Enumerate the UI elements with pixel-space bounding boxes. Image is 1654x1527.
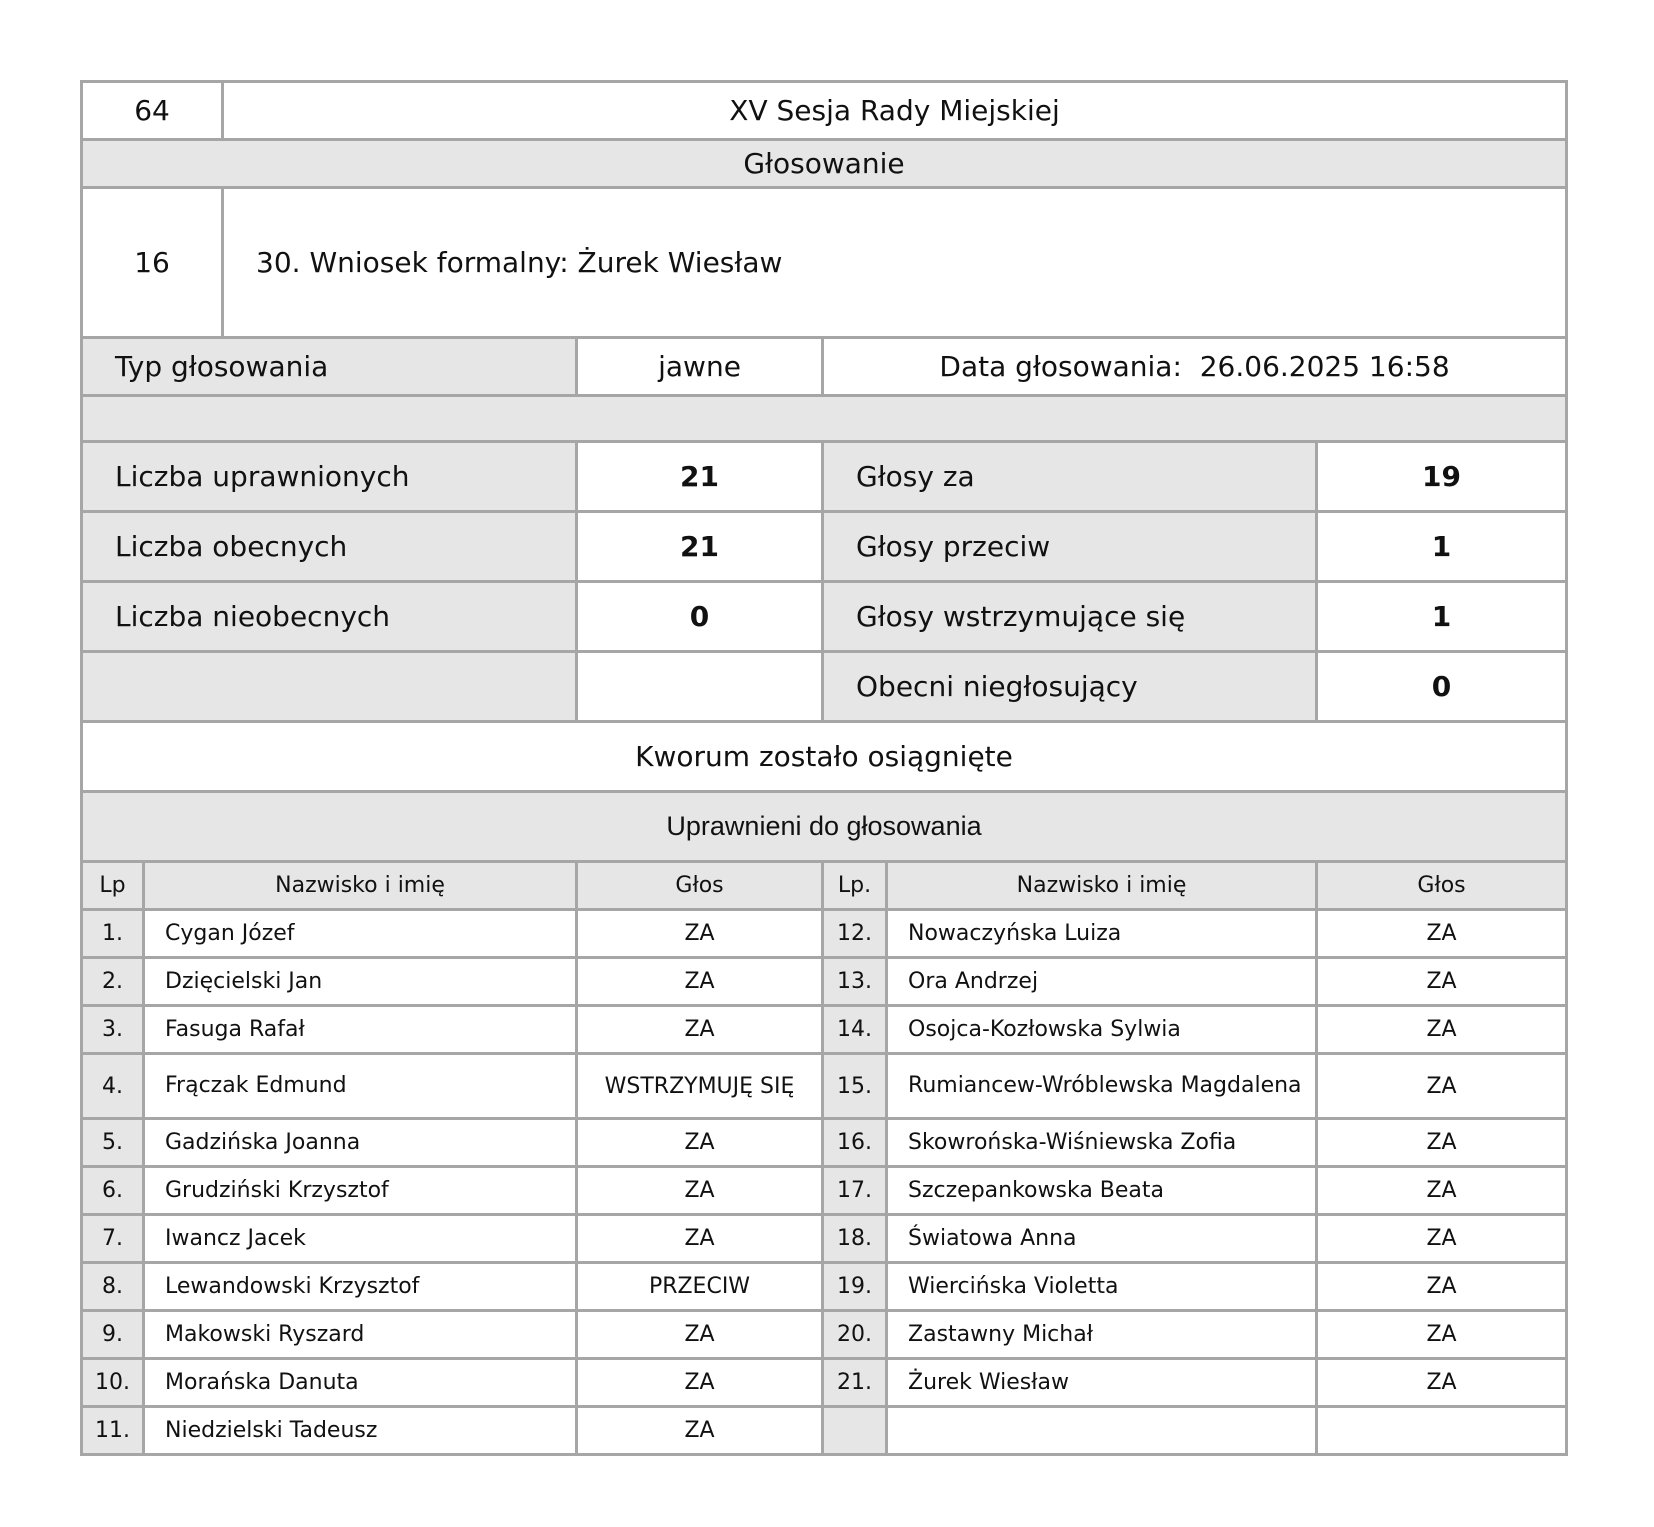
spacer-row	[82, 396, 1567, 442]
voter-name: Światowa Anna	[887, 1215, 1317, 1263]
voter-name: Makowski Ryszard	[144, 1311, 577, 1359]
vote-type-label: Typ głosowania	[82, 338, 577, 396]
vote-date	[823, 338, 1567, 396]
voter-lp: 10.	[82, 1359, 144, 1407]
voter-lp: 12.	[823, 910, 887, 958]
column-header-name: Nazwisko i imię	[887, 862, 1317, 910]
section-title-row	[82, 140, 1567, 188]
vote-info-row	[82, 338, 1567, 396]
summary-label: Liczba nieobecnych	[82, 582, 577, 652]
voter-vote: ZA	[1317, 1119, 1567, 1167]
summary-row	[82, 512, 1567, 582]
summary-empty-value	[577, 652, 823, 722]
voter-name: Skowrońska-Wiśniewska Zofia	[887, 1119, 1317, 1167]
voter-row	[82, 1359, 1567, 1407]
vote-date-label: Data głosowania:	[939, 350, 1182, 383]
voter-name: Osojca-Kozłowska Sylwia	[887, 1006, 1317, 1054]
voter-name: Ora Andrzej	[887, 958, 1317, 1006]
summary-row	[82, 582, 1567, 652]
voter-vote: ZA	[577, 910, 823, 958]
section-title: Głosowanie	[82, 140, 1567, 188]
session-row	[82, 82, 1567, 140]
voter-lp: 5.	[82, 1119, 144, 1167]
voter-vote: WSTRZYMUJĘ SIĘ	[577, 1054, 823, 1119]
voter-vote: PRZECIW	[577, 1263, 823, 1311]
voter-row	[82, 1215, 1567, 1263]
voter-row	[82, 1311, 1567, 1359]
voter-vote: ZA	[1317, 1311, 1567, 1359]
voter-vote: ZA	[577, 1359, 823, 1407]
voter-vote: ZA	[577, 1311, 823, 1359]
voter-lp: 17.	[823, 1167, 887, 1215]
quorum-status: Kworum zostało osiągnięte	[82, 722, 1567, 792]
summary-value: 1	[1317, 512, 1567, 582]
voter-name: Dzięcielski Jan	[144, 958, 577, 1006]
voter-lp: 19.	[823, 1263, 887, 1311]
voter-name: Fasuga Rafał	[144, 1006, 577, 1054]
summary-value: 0	[577, 582, 823, 652]
summary-value: 21	[577, 442, 823, 512]
voter-vote: ZA	[577, 1006, 823, 1054]
voter-row	[82, 1263, 1567, 1311]
voter-name	[887, 1407, 1317, 1455]
voter-lp: 8.	[82, 1263, 144, 1311]
voter-vote: ZA	[577, 1119, 823, 1167]
voter-vote: ZA	[577, 1167, 823, 1215]
voter-lp: 14.	[823, 1006, 887, 1054]
voter-row	[82, 1119, 1567, 1167]
column-header-name: Nazwisko i imię	[144, 862, 577, 910]
voter-row	[82, 1407, 1567, 1455]
voter-vote: ZA	[1317, 1054, 1567, 1119]
voters-header-row	[82, 862, 1567, 910]
vote-date-value: 26.06.2025 16:58	[1199, 350, 1450, 383]
voter-name: Iwancz Jacek	[144, 1215, 577, 1263]
summary-label: Liczba uprawnionych	[82, 442, 577, 512]
summary-empty-label	[82, 652, 577, 722]
voter-vote: ZA	[1317, 1263, 1567, 1311]
summary-row	[82, 652, 1567, 722]
voter-name: Morańska Danuta	[144, 1359, 577, 1407]
voter-lp: 16.	[823, 1119, 887, 1167]
voter-lp: 18.	[823, 1215, 887, 1263]
summary-row	[82, 442, 1567, 512]
voter-lp: 4.	[82, 1054, 144, 1119]
voter-lp: 9.	[82, 1311, 144, 1359]
summary-label: Głosy za	[823, 442, 1317, 512]
voter-name: Nowaczyńska Luiza	[887, 910, 1317, 958]
summary-label: Obecni niegłosujący	[823, 652, 1317, 722]
voter-row	[82, 910, 1567, 958]
voter-name: Gadzińska Joanna	[144, 1119, 577, 1167]
column-header-vote: Głos	[1317, 862, 1567, 910]
voter-name: Lewandowski Krzysztof	[144, 1263, 577, 1311]
voter-vote: ZA	[1317, 1006, 1567, 1054]
voters-title-row	[82, 792, 1567, 862]
summary-label: Głosy przeciw	[823, 512, 1317, 582]
item-row	[82, 188, 1567, 338]
voter-vote: ZA	[1317, 1215, 1567, 1263]
voter-row	[82, 1006, 1567, 1054]
voter-name: Żurek Wiesław	[887, 1359, 1317, 1407]
voter-lp: 11.	[82, 1407, 144, 1455]
summary-label: Liczba obecnych	[82, 512, 577, 582]
voter-lp: 1.	[82, 910, 144, 958]
voter-vote: ZA	[577, 1215, 823, 1263]
voter-name: Frączak Edmund	[144, 1054, 577, 1119]
voter-vote: ZA	[1317, 910, 1567, 958]
voter-row	[82, 1167, 1567, 1215]
voter-lp: 6.	[82, 1167, 144, 1215]
item-title: 30. Wniosek formalny: Żurek Wiesław	[223, 188, 1567, 338]
voter-lp: 3.	[82, 1006, 144, 1054]
voting-table	[80, 80, 1568, 1456]
summary-value: 19	[1317, 442, 1567, 512]
voter-vote: ZA	[1317, 1167, 1567, 1215]
vote-type-value: jawne	[577, 338, 823, 396]
voter-lp: 20.	[823, 1311, 887, 1359]
voter-name: Rumiancew-Wróblewska Magdalena	[887, 1054, 1317, 1119]
voter-name: Niedzielski Tadeusz	[144, 1407, 577, 1455]
voter-vote: ZA	[577, 958, 823, 1006]
session-title: XV Sesja Rady Miejskiej	[223, 82, 1567, 140]
voter-lp: 2.	[82, 958, 144, 1006]
voter-row	[82, 1054, 1567, 1119]
column-header-lp: Lp.	[823, 862, 887, 910]
voter-name: Cygan Józef	[144, 910, 577, 958]
item-number: 16	[82, 188, 223, 338]
voter-name: Zastawny Michał	[887, 1311, 1317, 1359]
summary-label: Głosy wstrzymujące się	[823, 582, 1317, 652]
voter-row	[82, 958, 1567, 1006]
voter-vote	[1317, 1407, 1567, 1455]
voter-vote: ZA	[1317, 958, 1567, 1006]
voter-vote: ZA	[1317, 1359, 1567, 1407]
quorum-row	[82, 722, 1567, 792]
voter-lp: 13.	[823, 958, 887, 1006]
summary-value: 1	[1317, 582, 1567, 652]
column-header-lp: Lp	[82, 862, 144, 910]
spacer-cell	[82, 396, 1567, 442]
voter-vote: ZA	[577, 1407, 823, 1455]
voters-section-title: Uprawnieni do głosowania	[82, 792, 1567, 862]
session-number: 64	[82, 82, 223, 140]
voter-lp	[823, 1407, 887, 1455]
voter-lp: 15.	[823, 1054, 887, 1119]
voter-name: Wiercińska Violetta	[887, 1263, 1317, 1311]
voter-lp: 7.	[82, 1215, 144, 1263]
voter-name: Szczepankowska Beata	[887, 1167, 1317, 1215]
column-header-vote: Głos	[577, 862, 823, 910]
voter-lp: 21.	[823, 1359, 887, 1407]
summary-value: 0	[1317, 652, 1567, 722]
summary-value: 21	[577, 512, 823, 582]
voting-protocol-document	[80, 80, 1565, 1456]
voter-name: Grudziński Krzysztof	[144, 1167, 577, 1215]
